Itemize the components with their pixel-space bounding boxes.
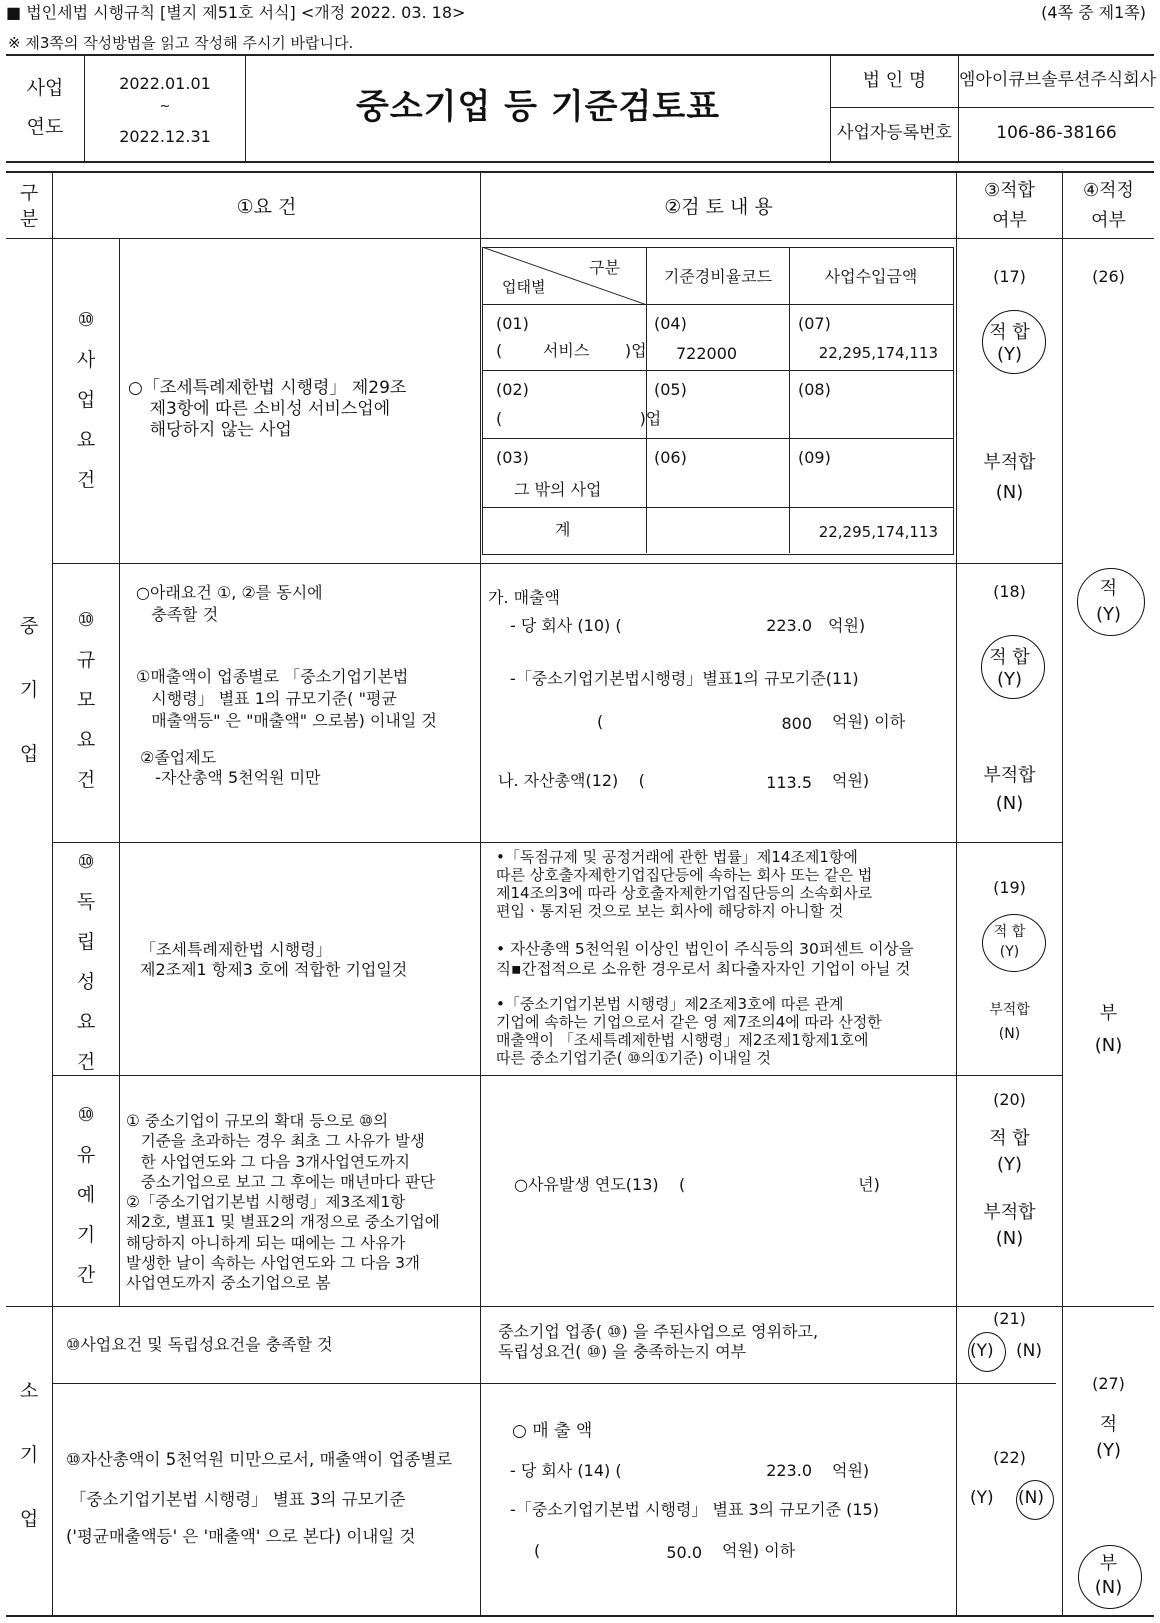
col-header-proper-1: ④적정	[1083, 180, 1134, 201]
r104-requirement: ① 중소기업이 규모의 확대 등으로 ⑩의 기준을 초과하는 경우 최초 그 사유가 발생 한 사업연도와 그 다음 3개사업연도까지 중소기업으로 보고 그 후에는 매년마다 판단 ②「중소기업기본법 시행령」제3조제1항 제2호, 별표1 및 별표2의 개정으로 중소기업에 해당하지 아니하게 되는 때에는 그 사유가 발생한 날이 속하는 사업연도와 그 다음 3개 사업연도까지 중소기업으로 봄	[126, 1112, 440, 1293]
corp-name-label: 법 인 명	[862, 70, 927, 91]
cell-04: (04)	[654, 314, 687, 333]
r102-std-label: -「중소기업기본법시행령」별표1의 규모기준(11)	[510, 669, 859, 688]
sme-proper-no: 부 (N)	[1094, 1003, 1123, 1056]
r106-fit-number: (22)	[993, 1448, 1026, 1467]
r102-fit-no: 부적합 (N)	[983, 765, 1036, 814]
r101-label: ⑩ 사 업 요 건	[76, 309, 96, 491]
r104-fit-yes: 적 합 (Y)	[989, 1128, 1030, 1175]
r102-company-unit: 억원)	[828, 616, 866, 635]
cell-06: (06)	[654, 448, 687, 467]
year-label-2: 연도	[26, 116, 64, 138]
r106-fit-n: (N)	[1018, 1488, 1044, 1508]
r105-fit-n: (N)	[1016, 1341, 1042, 1361]
end-date: 2022.12.31	[119, 127, 211, 146]
corp-name: 엠아이큐브솔루션주식회사	[959, 70, 1157, 90]
r105-requirement: ⑩사업요건 및 독립성요건을 충족할 것	[66, 1335, 333, 1354]
r102-fit-yes: 적 합 (Y)	[989, 647, 1030, 690]
cell-04-value: 722000	[676, 344, 738, 363]
r102-assets-unit: 억원)	[832, 771, 870, 790]
col-header-category: 구 분	[19, 182, 39, 230]
r105-review: 중소기업 업종( ⑩) 을 주된사업으로 영위하고, 독립성요건( ⑩) 을 충족하는지 여부	[498, 1322, 819, 1361]
cell-08: (08)	[798, 380, 831, 399]
r103-requirement: 「조세특례제한법 시행령」 제2조제1 항제3 호에 적합한 기업일것	[140, 940, 408, 979]
r101-requirement: ○「조세특례제한법 시행령」 제29조 제3항에 따른 소비성 서비스업에 해당하지 않는 사업	[128, 378, 407, 440]
cell-09: (09)	[798, 448, 831, 467]
r104-label: ⑩ 유 예 기 간	[76, 1104, 96, 1286]
total-label: 계	[555, 520, 571, 539]
total-value: 22,295,174,113	[818, 523, 938, 541]
r102-std-value: 800	[781, 714, 812, 733]
r106-company-label: - 당 회사 (14) (	[510, 1461, 622, 1480]
r106-company-value: 223.0	[766, 1461, 812, 1480]
small-proper-yes: 적 (Y)	[1095, 1414, 1122, 1461]
page-title: 중소기업 등 기준검토표	[355, 87, 721, 127]
r102-revenue-heading: 가. 매출액	[488, 588, 560, 607]
r106-revenue-heading: ○ 매 출 액	[512, 1421, 593, 1441]
r102-assets-value: 113.5	[766, 773, 812, 792]
col-header-review: ②검 토 내 용	[664, 196, 773, 218]
col-header-fit-2: 여부	[992, 210, 1027, 231]
r103-fit-number: (19)	[993, 878, 1026, 897]
r106-std-unit: 억원) 이하	[722, 1541, 796, 1560]
cell-02: (02)	[496, 380, 529, 399]
category-small: 소 기 업	[19, 1380, 39, 1530]
category-sme: 중 기 업	[19, 615, 39, 765]
r106-std-label: -「중소기업기본법 시행령」 별표 3의 규모기준 (15)	[510, 1500, 879, 1519]
cell-05: (05)	[654, 380, 687, 399]
r104-review: ○사유발생 연도(13) ( 년)	[514, 1175, 880, 1194]
tbl-hdr-type: 업태별	[502, 278, 546, 296]
r103-fit-no: 부적합 (N)	[989, 1002, 1030, 1042]
r106-std-open: (	[534, 1541, 541, 1560]
r103-review-2: • 자산총액 5천억원 이상인 법인이 주식등의 30퍼센트 이상을 직▪간접적으로 소유한 경우로서 최다출자자인 기업이 아닐 것	[496, 940, 914, 978]
cell-02-value: ( )업	[496, 409, 662, 428]
r101-fit-number: (17)	[993, 267, 1026, 286]
col-header-fit-1: ③적합	[984, 180, 1035, 201]
r103-review-1: •「독점규제 및 공정거래에 관한 법률」제14조제1항에 따른 상호출자제한기업집단등에 속하는 회사 또는 같은 법 제14조의3에 따라 상호출자제한기업집단등의 소속회사로 편입ㆍ통지된 것으로 보는 회사에 해당하지 아니할 것	[496, 848, 873, 920]
r102-fit-number: (18)	[993, 582, 1026, 601]
r102-label: ⑩ 규 모 요 건	[76, 609, 96, 791]
cell-07: (07)	[798, 314, 831, 333]
r102-company-value: 223.0	[766, 616, 812, 635]
sme-proper-number: (26)	[1092, 267, 1125, 286]
sme-proper-yes: 적 (Y)	[1095, 578, 1122, 625]
tbl-hdr-division: 구분	[589, 258, 620, 277]
form-reference: ■ 법인세법 시행규칙 [별지 제51호 서식] <개정 2022. 03. 18>	[6, 3, 466, 22]
r104-fit-number: (20)	[993, 1090, 1026, 1109]
tbl-hdr-amount: 사업수입금액	[824, 267, 918, 286]
r102-assets-label: 나. 자산총액(12) (	[498, 771, 645, 790]
small-proper-number: (27)	[1092, 1374, 1125, 1393]
r101-fit-no: 부적합 (N)	[983, 452, 1036, 503]
r106-requirement-3: ('평균매출액등' 은 '매출액' 으로 본다) 이내일 것	[66, 1527, 416, 1546]
tbl-hdr-code: 기준경비율코드	[663, 267, 773, 286]
r103-review-3: •「중소기업기본법 시행령」제2조제3호에 따른 관계 기업에 속하는 기업으로서 같은 영 제7조의4에 따라 산정한 매출액이 「조세특례제한법 시행령」제2조제1항제1호에 따른 중소기업기준( ⑩의①기준) 이내일 것	[496, 995, 882, 1067]
r106-requirement-1: ⑩자산총액이 5천억원 미만으로서, 매출액이 업종별로	[66, 1450, 453, 1469]
cell-07-value: 22,295,174,113	[818, 344, 938, 362]
r106-fit-y: (Y)	[970, 1488, 994, 1508]
reg-no: 106-86-38166	[996, 123, 1117, 143]
r103-fit-yes: 적 합 (Y)	[993, 924, 1026, 960]
r101-fit-yes: 적 합 (Y)	[989, 322, 1030, 365]
r104-fit-no: 부적합 (N)	[983, 1202, 1036, 1249]
col-header-requirement: ①요 건	[236, 196, 297, 218]
r102-std-unit: 억원) 이하	[832, 712, 906, 731]
cell-01: (01)	[496, 314, 529, 333]
notice: ※ 제3쪽의 작성방법을 읽고 작성해 주시기 바랍니다.	[8, 34, 354, 52]
start-date: 2022.01.01	[119, 74, 211, 93]
reg-no-label: 사업자등록번호	[837, 123, 952, 143]
cell-03: (03)	[496, 448, 529, 467]
cell-01-value: ( 서비스 )업	[496, 341, 647, 360]
r102-requirement-b: ①매출액이 업종별로 「중소기업기본법 시행령」 별표 1의 규모기준( "평균 매출액등" 은 "매출액" 으로봄) 이내일 것	[136, 667, 437, 730]
r105-fit-y: (Y)	[970, 1341, 994, 1361]
r106-std-value: 50.0	[666, 1543, 702, 1562]
col-header-proper-2: 여부	[1091, 210, 1126, 231]
cell-03-value: 그 밖의 사업	[514, 480, 602, 499]
r102-std-open: (	[597, 712, 604, 731]
r105-fit-number: (21)	[993, 1309, 1026, 1328]
small-proper-no: 부 (N)	[1094, 1553, 1123, 1598]
r102-requirement-a: ○아래요건 ①, ②를 동시에 충족할 것	[136, 583, 323, 624]
page-info: (4쪽 중 제1쪽)	[1041, 3, 1146, 22]
year-label-1: 사업	[26, 77, 64, 99]
date-tilde: ~	[159, 99, 171, 114]
r102-company-label: - 당 회사 (10) (	[510, 616, 622, 635]
r102-requirement-c: ②졸업제도 -자산총액 5천억원 미만	[140, 748, 321, 787]
r106-company-unit: 억원)	[832, 1461, 870, 1480]
r106-requirement-2: 「중소기업기본법 시행령」 별표 3의 규모기준	[70, 1490, 406, 1509]
r103-label: ⑩ 독 립 성 요 건	[76, 851, 96, 1073]
